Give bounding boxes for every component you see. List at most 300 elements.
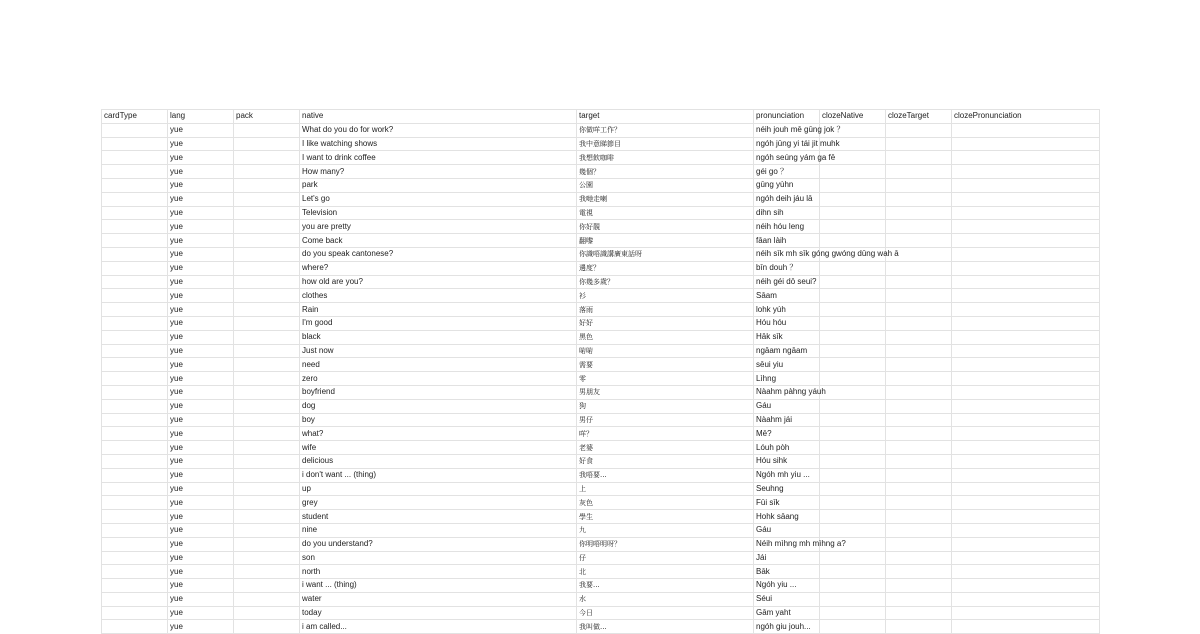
table-row (102, 220, 1100, 234)
cell-clozeTarget (886, 123, 952, 137)
table-row (102, 385, 1100, 399)
cell-target: 水 (577, 592, 754, 606)
cell-cardType (102, 413, 168, 427)
cell-lang: yue (168, 289, 234, 303)
cell-target: 翻嚟 (577, 234, 754, 248)
cell-clozePronunciation (952, 551, 1100, 565)
cell-target: 落雨 (577, 303, 754, 317)
cell-native: nine (300, 523, 577, 537)
column-header-lang: lang (168, 110, 234, 124)
cell-pronunciation: ngóh seúng yám ga fē (754, 151, 820, 165)
cell-clozeTarget (886, 372, 952, 386)
cell-lang: yue (168, 372, 234, 386)
cell-target: 好好 (577, 316, 754, 330)
cell-lang: yue (168, 206, 234, 220)
cell-target: 我唔要... (577, 468, 754, 482)
cell-pack (234, 523, 300, 537)
cell-clozePronunciation (952, 123, 1100, 137)
cell-pronunciation: Fūi sīk (754, 496, 820, 510)
cell-clozeTarget (886, 565, 952, 579)
cell-target: 好食 (577, 454, 754, 468)
cell-pronunciation: Séui (754, 592, 820, 606)
table-row (102, 482, 1100, 496)
cell-clozeTarget (886, 358, 952, 372)
cell-cardType (102, 441, 168, 455)
cell-cardType (102, 206, 168, 220)
cell-clozeNative (820, 385, 886, 399)
cell-lang: yue (168, 151, 234, 165)
cell-clozeNative (820, 427, 886, 441)
cell-pronunciation: néih hóu leng (754, 220, 820, 234)
cell-clozeNative (820, 344, 886, 358)
cell-clozeTarget (886, 234, 952, 248)
cell-cardType (102, 289, 168, 303)
cell-target: 仔 (577, 551, 754, 565)
cell-lang: yue (168, 510, 234, 524)
cell-clozePronunciation (952, 579, 1100, 593)
cell-clozeNative (820, 289, 886, 303)
cell-clozePronunciation (952, 289, 1100, 303)
cell-target: 啱啱 (577, 344, 754, 358)
cell-clozeNative (820, 468, 886, 482)
cell-lang: yue (168, 330, 234, 344)
cell-lang: yue (168, 441, 234, 455)
table-row (102, 330, 1100, 344)
cell-target: 邊度？ (577, 261, 754, 275)
cell-native: you are pretty (300, 220, 577, 234)
cell-clozePronunciation (952, 316, 1100, 330)
cell-lang: yue (168, 523, 234, 537)
cell-pronunciation: néih géi dō seui? (754, 275, 820, 289)
cell-target: 你幾多歲？ (577, 275, 754, 289)
cell-clozePronunciation (952, 620, 1100, 634)
cell-pronunciation: Lóuh pòh (754, 441, 820, 455)
cell-clozePronunciation (952, 399, 1100, 413)
cell-target: 男仔 (577, 413, 754, 427)
column-header-native: native (300, 110, 577, 124)
cell-clozePronunciation (952, 537, 1100, 551)
cell-target: 學生 (577, 510, 754, 524)
table-row (102, 468, 1100, 482)
cell-cardType (102, 565, 168, 579)
table-row (102, 551, 1100, 565)
cell-pack (234, 372, 300, 386)
cell-pronunciation: lohk yúh (754, 303, 820, 317)
cell-native: wife (300, 441, 577, 455)
cell-clozeNative (820, 275, 886, 289)
cell-clozeTarget (886, 454, 952, 468)
cell-pack (234, 399, 300, 413)
cell-clozePronunciation (952, 385, 1100, 399)
cell-target: 衫 (577, 289, 754, 303)
cell-pronunciation: Seuhng (754, 482, 820, 496)
cell-lang: yue (168, 123, 234, 137)
cell-clozeTarget (886, 178, 952, 192)
cell-target: 狗 (577, 399, 754, 413)
cell-clozeTarget (886, 385, 952, 399)
cell-native: Let's go (300, 192, 577, 206)
cell-lang: yue (168, 482, 234, 496)
cell-lang: yue (168, 606, 234, 620)
cell-lang: yue (168, 565, 234, 579)
cell-pronunciation: Néih mìhng mh mìhng a? (754, 537, 820, 551)
cell-pack (234, 275, 300, 289)
cell-clozeTarget (886, 206, 952, 220)
column-header-clozeTarget: clozeTarget (886, 110, 952, 124)
cell-pack (234, 537, 300, 551)
cell-native: How many? (300, 165, 577, 179)
cell-pack (234, 606, 300, 620)
cell-clozeTarget (886, 620, 952, 634)
cell-cardType (102, 330, 168, 344)
cell-pronunciation: ngāam ngāam (754, 344, 820, 358)
cell-pronunciation: gūng yùhn (754, 178, 820, 192)
cell-clozeNative (820, 482, 886, 496)
cell-clozeTarget (886, 606, 952, 620)
cell-pack (234, 316, 300, 330)
cell-pronunciation: bīn douh ？ (754, 261, 820, 275)
table-row (102, 372, 1100, 386)
cell-target: 老婆 (577, 441, 754, 455)
cell-target: 男朋友 (577, 385, 754, 399)
cell-pack (234, 468, 300, 482)
cell-pack (234, 344, 300, 358)
cell-pronunciation: Gām yaht (754, 606, 820, 620)
cell-lang: yue (168, 316, 234, 330)
cell-cardType (102, 537, 168, 551)
cell-pronunciation: géi go ？ (754, 165, 820, 179)
cell-clozeTarget (886, 330, 952, 344)
cell-cardType (102, 399, 168, 413)
cell-target: 上 (577, 482, 754, 496)
cell-target: 你做咩工作？ (577, 123, 754, 137)
cell-clozeNative (820, 510, 886, 524)
cell-clozePronunciation (952, 358, 1100, 372)
table-row (102, 316, 1100, 330)
cell-clozeTarget (886, 192, 952, 206)
cell-clozeTarget (886, 289, 952, 303)
cell-native: do you understand? (300, 537, 577, 551)
cell-native: Come back (300, 234, 577, 248)
cell-cardType (102, 358, 168, 372)
cell-target: 零 (577, 372, 754, 386)
cell-pack (234, 413, 300, 427)
cell-clozePronunciation (952, 344, 1100, 358)
cell-native: i am called... (300, 620, 577, 634)
cell-clozeNative (820, 358, 886, 372)
cell-lang: yue (168, 220, 234, 234)
cell-clozeNative (820, 206, 886, 220)
table-row (102, 303, 1100, 317)
cell-clozePronunciation (952, 523, 1100, 537)
cell-cardType (102, 551, 168, 565)
cell-native: water (300, 592, 577, 606)
cell-clozeTarget (886, 579, 952, 593)
cell-native: i want ... (thing) (300, 579, 577, 593)
cell-pronunciation: Hohk sāang (754, 510, 820, 524)
cell-target: 九 (577, 523, 754, 537)
cell-cardType (102, 316, 168, 330)
cell-clozePronunciation (952, 606, 1100, 620)
cell-cardType (102, 468, 168, 482)
cell-pronunciation: Hóu hóu (754, 316, 820, 330)
cell-target: 咩？ (577, 427, 754, 441)
cell-clozeTarget (886, 316, 952, 330)
cell-pack (234, 220, 300, 234)
cell-pronunciation: Sāam (754, 289, 820, 303)
table-row (102, 234, 1100, 248)
cell-native: zero (300, 372, 577, 386)
cell-clozeTarget (886, 427, 952, 441)
cell-target: 你好靚 (577, 220, 754, 234)
table-row (102, 206, 1100, 220)
cell-pack (234, 510, 300, 524)
cell-clozeTarget (886, 165, 952, 179)
cell-pronunciation: néih sīk mh sīk góng gwóng dūng wah ā (754, 247, 820, 261)
cell-clozeTarget (886, 261, 952, 275)
cell-target: 我要... (577, 579, 754, 593)
cell-pack (234, 482, 300, 496)
cell-pack (234, 441, 300, 455)
cell-cardType (102, 620, 168, 634)
cell-pack (234, 551, 300, 565)
cell-clozeTarget (886, 220, 952, 234)
cell-lang: yue (168, 247, 234, 261)
cell-pack (234, 303, 300, 317)
cell-cardType (102, 192, 168, 206)
cell-native: I like watching shows (300, 137, 577, 151)
cell-native: i don't want ... (thing) (300, 468, 577, 482)
cell-pack (234, 579, 300, 593)
cell-native: Just now (300, 344, 577, 358)
table-row (102, 261, 1100, 275)
cell-clozeTarget (886, 510, 952, 524)
cell-native: today (300, 606, 577, 620)
cell-pack (234, 427, 300, 441)
cell-native: student (300, 510, 577, 524)
cell-lang: yue (168, 275, 234, 289)
cell-native: boy (300, 413, 577, 427)
cell-clozePronunciation (952, 413, 1100, 427)
cell-pronunciation: dihn sih (754, 206, 820, 220)
cell-native: son (300, 551, 577, 565)
cell-pronunciation: néih jouh mē gūng jok ？ (754, 123, 820, 137)
cell-clozeTarget (886, 592, 952, 606)
cell-clozeTarget (886, 482, 952, 496)
cell-cardType (102, 427, 168, 441)
cell-pronunciation: ngóh deih jáu lā (754, 192, 820, 206)
cell-pronunciation: Gáu (754, 523, 820, 537)
cell-cardType (102, 372, 168, 386)
cell-clozePronunciation (952, 468, 1100, 482)
cell-clozePronunciation (952, 592, 1100, 606)
table-row (102, 399, 1100, 413)
cell-pack (234, 592, 300, 606)
table-row (102, 247, 1100, 261)
cell-native: where? (300, 261, 577, 275)
cell-clozeNative (820, 565, 886, 579)
table-row (102, 565, 1100, 579)
cell-native: Television (300, 206, 577, 220)
table-row (102, 592, 1100, 606)
cell-native: What do you do for work? (300, 123, 577, 137)
cell-clozeNative (820, 192, 886, 206)
cell-clozePronunciation (952, 247, 1100, 261)
cell-clozeNative (820, 523, 886, 537)
cell-lang: yue (168, 344, 234, 358)
cell-target: 我中意睇節目 (577, 137, 754, 151)
cell-clozeTarget (886, 551, 952, 565)
cell-clozePronunciation (952, 275, 1100, 289)
table-row (102, 606, 1100, 620)
cell-clozeTarget (886, 523, 952, 537)
cell-clozeNative (820, 620, 886, 634)
cell-clozePronunciation (952, 165, 1100, 179)
cell-cardType (102, 151, 168, 165)
cell-pack (234, 137, 300, 151)
cell-lang: yue (168, 496, 234, 510)
cell-lang: yue (168, 261, 234, 275)
cell-pronunciation: sēui yiu (754, 358, 820, 372)
table-row (102, 151, 1100, 165)
cell-cardType (102, 220, 168, 234)
cell-cardType (102, 592, 168, 606)
cell-target: 需要 (577, 358, 754, 372)
cell-lang: yue (168, 178, 234, 192)
cell-native: Rain (300, 303, 577, 317)
cell-clozeTarget (886, 399, 952, 413)
column-header-pronunciation: pronunciation (754, 110, 820, 124)
cell-clozeTarget (886, 344, 952, 358)
cell-target: 黑色 (577, 330, 754, 344)
cell-native: delicious (300, 454, 577, 468)
cell-lang: yue (168, 454, 234, 468)
cell-clozePronunciation (952, 178, 1100, 192)
table-row (102, 275, 1100, 289)
cell-clozeNative (820, 441, 886, 455)
table-row (102, 192, 1100, 206)
cell-pronunciation: Mē? (754, 427, 820, 441)
cell-pack (234, 385, 300, 399)
cell-clozePronunciation (952, 303, 1100, 317)
cell-target: 我叫做... (577, 620, 754, 634)
cell-cardType (102, 523, 168, 537)
cell-native: clothes (300, 289, 577, 303)
cell-clozePronunciation (952, 261, 1100, 275)
cell-lang: yue (168, 399, 234, 413)
cell-clozePronunciation (952, 330, 1100, 344)
cell-clozePronunciation (952, 441, 1100, 455)
cell-target: 幾個？ (577, 165, 754, 179)
table-row (102, 441, 1100, 455)
cell-clozePronunciation (952, 565, 1100, 579)
cell-lang: yue (168, 303, 234, 317)
cell-clozeNative (820, 234, 886, 248)
cell-clozePronunciation (952, 510, 1100, 524)
cell-target: 你明唔明呀？ (577, 537, 754, 551)
table-row (102, 427, 1100, 441)
cell-clozeTarget (886, 537, 952, 551)
cell-lang: yue (168, 551, 234, 565)
cell-clozeNative (820, 261, 886, 275)
cell-pronunciation: ngóh jūng yi tái jit muhk (754, 137, 820, 151)
cell-native: I want to drink coffee (300, 151, 577, 165)
column-header-clozePronunciation: clozePronunciation (952, 110, 1100, 124)
cell-clozeTarget (886, 468, 952, 482)
table-row (102, 123, 1100, 137)
cell-clozeTarget (886, 275, 952, 289)
cell-pack (234, 289, 300, 303)
cell-native: I'm good (300, 316, 577, 330)
cell-pack (234, 123, 300, 137)
cell-pronunciation: Jái (754, 551, 820, 565)
cell-clozeNative (820, 316, 886, 330)
cell-native: park (300, 178, 577, 192)
cell-pronunciation: Bāk (754, 565, 820, 579)
cell-lang: yue (168, 579, 234, 593)
column-header-target: target (577, 110, 754, 124)
cell-clozeTarget (886, 496, 952, 510)
cell-cardType (102, 137, 168, 151)
cell-cardType (102, 579, 168, 593)
cell-clozeNative (820, 399, 886, 413)
cell-target: 你識唔識講廣東話呀 (577, 247, 754, 261)
cell-pronunciation: Lìhng (754, 372, 820, 386)
cell-clozeTarget (886, 303, 952, 317)
cell-clozePronunciation (952, 192, 1100, 206)
cell-clozePronunciation (952, 482, 1100, 496)
table-row (102, 413, 1100, 427)
cell-clozePronunciation (952, 151, 1100, 165)
cell-clozePronunciation (952, 220, 1100, 234)
cell-lang: yue (168, 192, 234, 206)
cell-cardType (102, 344, 168, 358)
cell-pack (234, 330, 300, 344)
cell-pack (234, 358, 300, 372)
spreadsheet-table (101, 109, 1100, 634)
cell-cardType (102, 454, 168, 468)
table-row (102, 358, 1100, 372)
column-header-clozeNative: clozeNative (820, 110, 886, 124)
cell-lang: yue (168, 413, 234, 427)
cell-clozeNative (820, 372, 886, 386)
cell-clozePronunciation (952, 427, 1100, 441)
cell-pronunciation: Hāk sīk (754, 330, 820, 344)
cell-pack (234, 165, 300, 179)
cell-pack (234, 234, 300, 248)
table-row (102, 165, 1100, 179)
cell-lang: yue (168, 385, 234, 399)
cell-clozeNative (820, 330, 886, 344)
table-row (102, 523, 1100, 537)
cell-pronunciation: Nàahm jái (754, 413, 820, 427)
cell-pack (234, 261, 300, 275)
cell-target: 我想飲咖啡 (577, 151, 754, 165)
cell-cardType (102, 606, 168, 620)
cell-native: north (300, 565, 577, 579)
cell-clozeNative (820, 454, 886, 468)
cell-native: black (300, 330, 577, 344)
cell-clozeTarget (886, 413, 952, 427)
cell-cardType (102, 303, 168, 317)
cell-pronunciation: ngóh giu jouh... (754, 620, 820, 634)
cell-target: 今日 (577, 606, 754, 620)
table-row (102, 496, 1100, 510)
cell-lang: yue (168, 427, 234, 441)
cell-native: need (300, 358, 577, 372)
cell-clozeNative (820, 413, 886, 427)
cell-pack (234, 620, 300, 634)
